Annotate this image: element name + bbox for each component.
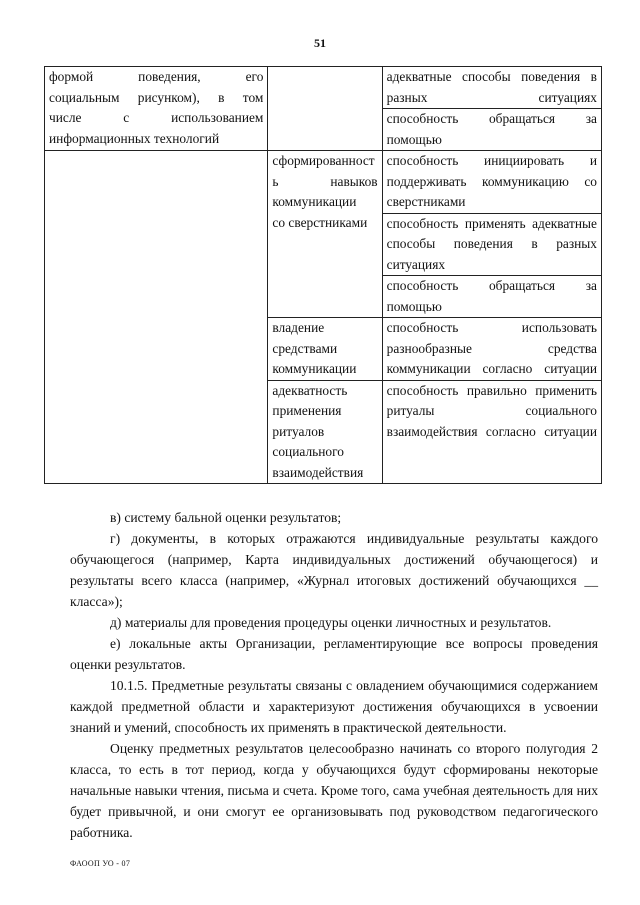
table-cell-criterion	[268, 318, 382, 381]
table-cell-indicator: способность обращаться за помощью	[382, 276, 601, 318]
cell-line: формой поведения, его	[49, 69, 264, 84]
cell-line: сформированност	[272, 153, 375, 168]
cell-line: применения	[272, 403, 342, 418]
table-cell-indicator: способность применять адекватные способы поведения в разных ситуациях	[382, 213, 601, 276]
cell-line: числе с использованием	[49, 110, 264, 125]
paragraph: е) локальные акты Организации, регламентирующие все вопросы проведения оценки результатов.	[70, 636, 598, 672]
paragraph: 10.1.5. Предметные результаты связаны с овладением обучающимися содержанием каждой предметной области и характеризуют достижения обучающихся в усвоении знаний и умений, способность их применять в практической деятельности.	[70, 678, 598, 735]
cell-line: средствами	[272, 340, 338, 356]
table-cell-criterion	[268, 151, 382, 318]
table-cell-criterion	[45, 67, 268, 151]
paragraph: Оценку предметных результатов целесообразно начинать со второго полугодия 2 класса, то есть в тот период, когда у обучающихся будут сформированы некоторые начальные навыки чтения, письма и счета. Кроме того, сама учебная деятельность для них будет привычной, и они смогут ее организовывать под руководством педагогического работника.	[70, 741, 598, 840]
cell-line: адекватность	[272, 382, 348, 398]
table-cell-indicator: способность обращаться за помощью	[382, 109, 601, 151]
table-cell-indicator: адекватные способы поведения в разных ситуациях	[382, 67, 601, 109]
table-cell-indicator: способность использовать разнообразные средства коммуникации согласно ситуации	[382, 318, 601, 381]
paragraph: г) документы, в которых отражаются индивидуальные результаты каждого обучающегося (например, Карта индивидуальных достижений обучающегося) и результаты всего класса (например, «Журнал итоговых достижений обучающихся __ класса»);	[70, 531, 598, 609]
table-cell-indicator: способность правильно применить ритуалы социального взаимодействия согласно ситуации	[382, 380, 601, 484]
table-cell-empty	[268, 67, 382, 151]
cell-line: социального	[272, 444, 344, 459]
table-cell-indicator: способность инициировать и поддерживать коммуникацию со сверстниками	[382, 151, 601, 214]
cell-line: коммуникации	[272, 194, 357, 209]
cell-line: взаимодействия	[272, 464, 364, 480]
page-number: 51	[314, 36, 326, 50]
cell-line: ритуалов	[272, 423, 325, 439]
table-cell-empty	[45, 151, 268, 484]
paragraph: в) систему бальной оценки результатов;	[110, 510, 342, 525]
footer-code: ФАООП УО - 07	[70, 859, 131, 868]
body-text	[70, 507, 598, 843]
table-cell-criterion	[268, 380, 382, 484]
cell-line: со сверстниками	[272, 214, 368, 230]
cell-line: ь навыков	[272, 173, 378, 189]
table-row	[45, 151, 602, 214]
cell-line: социальным рисунком), в том	[49, 89, 264, 105]
paragraph: д) материалы для проведения процедуры оценки личностных и результатов.	[110, 615, 552, 630]
cell-line: владение	[272, 320, 325, 335]
criteria-table	[44, 66, 602, 484]
table-row	[45, 67, 602, 109]
cell-line: информационных технологий	[49, 130, 220, 146]
cell-line: коммуникации	[272, 361, 357, 376]
